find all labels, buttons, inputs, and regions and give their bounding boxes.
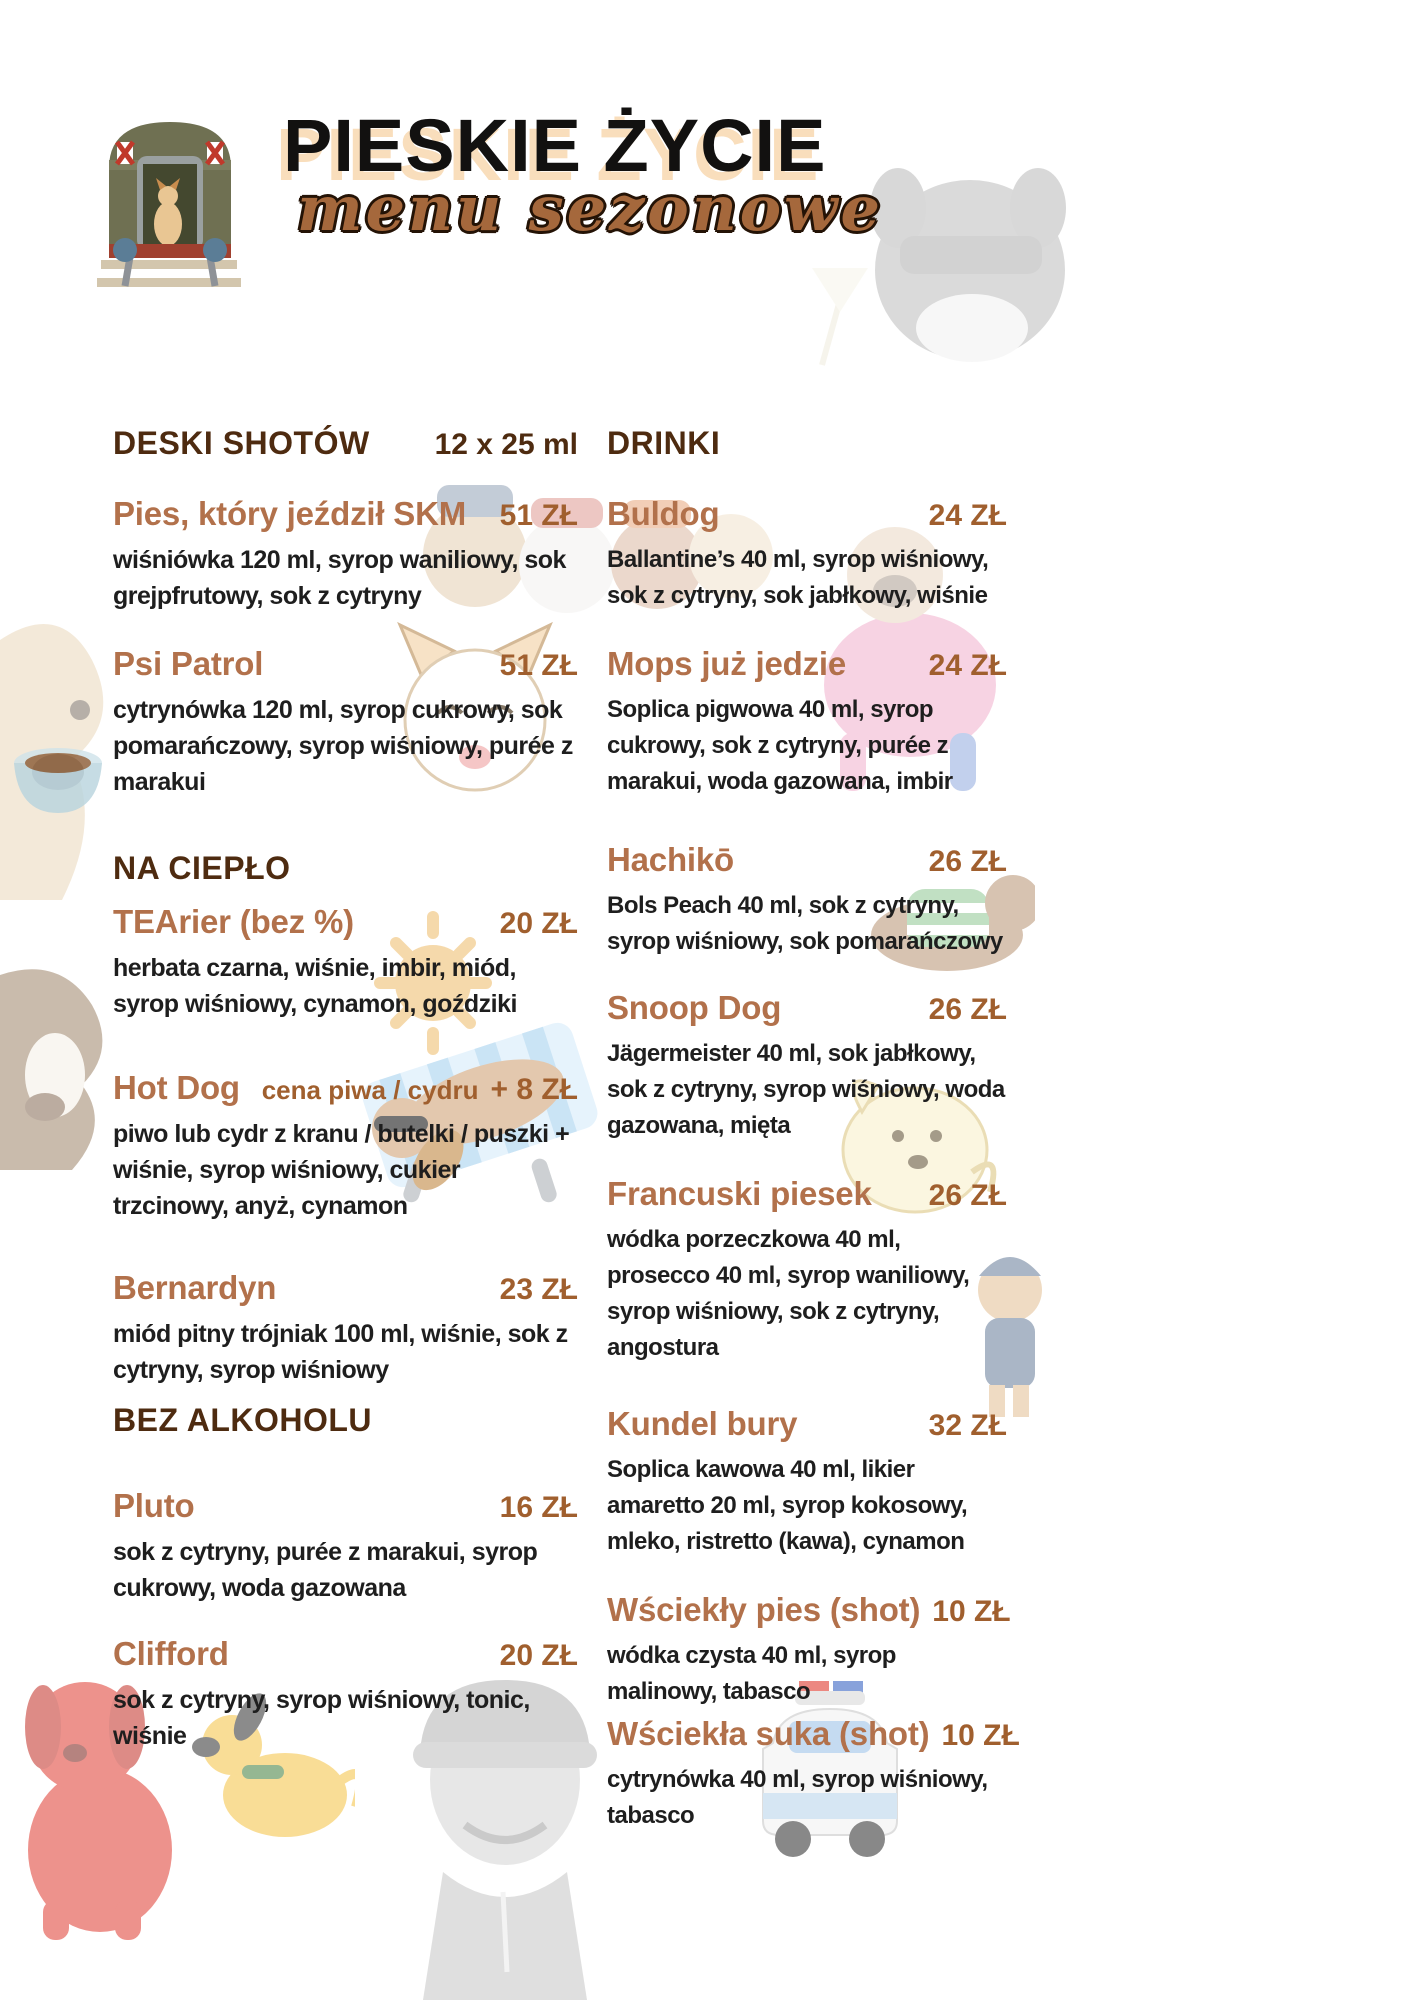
item-name: Buldog <box>607 495 720 532</box>
item-name: Psi Patrol <box>113 645 264 682</box>
item-description: Bols Peach 40 ml, sok z cytryny, syrop wiśniowy, sok pomarańczowy <box>607 892 1003 955</box>
item-price: 20 ZŁ <box>499 1639 578 1672</box>
item-price-note: cena piwa / cydru <box>261 1075 479 1105</box>
item-description: cytrynówka 120 ml, syrop cukrowy, sok pomarańczowy, syrop wiśniowy, purée z marakui <box>113 696 573 796</box>
item-name: Snoop Dog <box>607 989 782 1026</box>
section-volume-note: 12 x 25 ml <box>434 428 578 461</box>
page-subtitle: menu sezonowe <box>297 172 883 245</box>
menu-item-buldog <box>607 492 1007 614</box>
item-description: Soplica kawowa 40 ml, likier amaretto 20 ml, syrop kokosowy, mleko, ristretto (kawa), cynamon <box>607 1456 968 1555</box>
menu-item-pies-ktory-jezdzil-skm <box>113 492 578 614</box>
item-name: TEArier (bez %) <box>113 903 354 940</box>
menu-item-hot-dog <box>113 1066 578 1224</box>
menu-item-kundel-bury <box>607 1402 1007 1560</box>
item-description: herbata czarna, wiśnie, imbir, miód, syrop wiśniowy, cynamon, goździki <box>113 954 517 1018</box>
item-description: wódka porzeczkowa 40 ml, prosecco 40 ml, syrop waniliowy, syrop wiśniowy, sok z cytryny, angostura <box>607 1226 970 1361</box>
item-name: Kundel bury <box>607 1405 798 1442</box>
item-description: wiśniówka 120 ml, syrop waniliowy, sok grejpfrutowy, sok z cytryny <box>113 546 566 610</box>
item-name: Wściekły pies (shot) <box>607 1591 921 1628</box>
item-name: Wściekła suka (shot) <box>607 1715 930 1752</box>
menu-item-pluto <box>113 1484 578 1606</box>
item-price: + 8 ZŁ <box>490 1073 578 1106</box>
item-description: Jägermeister 40 ml, sok jabłkowy, sok z cytryny, syrop wiśniowy, woda gazowana, mięta <box>607 1040 1005 1139</box>
item-price: 26 ZŁ <box>928 845 1007 878</box>
item-description: sok z cytryny, purée z marakui, syrop cukrowy, woda gazowana <box>113 1538 538 1602</box>
section-title: DESKI SHOTÓW <box>113 425 370 461</box>
train-wagon-dog-illustration <box>95 110 245 300</box>
item-price: 51 ZŁ <box>499 649 578 682</box>
menu-item-psi-patrol <box>113 642 578 800</box>
item-name: Bernardyn <box>113 1269 277 1306</box>
item-price: 51 ZŁ <box>499 499 578 532</box>
section-title: BEZ ALKOHOLU <box>113 1402 373 1438</box>
item-price: 16 ZŁ <box>499 1491 578 1524</box>
menu-item-wsciekla-suka-shot <box>607 1712 1020 1834</box>
item-name: Francuski piesek <box>607 1175 872 1212</box>
item-name: Clifford <box>113 1635 229 1672</box>
tea-cup-illustration <box>0 735 115 825</box>
item-price: 24 ZŁ <box>928 499 1007 532</box>
item-name: Pluto <box>113 1487 195 1524</box>
item-name: Hot Dog <box>113 1069 240 1106</box>
menu-item-mops-juz-jedzie <box>607 642 1007 800</box>
section-heading-drinki <box>607 425 1007 462</box>
item-price: 20 ZŁ <box>499 907 578 940</box>
item-description: Soplica pigwowa 40 ml, syrop cukrowy, sok z cytryny, purée z marakui, woda gazowana, imbir <box>607 696 953 795</box>
menu-item-tearier <box>113 900 578 1022</box>
item-description: miód pitny trójniak 100 ml, wiśnie, sok z cytryny, syrop wiśniowy <box>113 1320 568 1384</box>
item-description: cytrynówka 40 ml, syrop wiśniowy, tabasco <box>607 1766 988 1829</box>
menu-item-snoop-dog <box>607 986 1007 1144</box>
section-heading-na-cieplo <box>113 850 578 887</box>
item-description: wódka czysta 40 ml, syrop malinowy, tabasco <box>607 1642 896 1705</box>
section-title: NA CIEPŁO <box>113 850 291 886</box>
section-heading-bez-alkoholu <box>113 1402 578 1439</box>
menu-item-bernardyn <box>113 1266 578 1388</box>
section-heading-deski-shotow <box>113 425 578 462</box>
section-title: DRINKI <box>607 425 721 461</box>
page-title: PIESKIE ŻYCIE <box>283 104 827 187</box>
item-name: Mops już jedzie <box>607 645 847 682</box>
item-price: 23 ZŁ <box>499 1273 578 1306</box>
item-price: 10 ZŁ <box>941 1719 1020 1752</box>
item-price: 24 ZŁ <box>928 649 1007 682</box>
item-description: sok z cytryny, syrop wiśniowy, tonic, wiśnie <box>113 1686 530 1750</box>
item-price: 26 ZŁ <box>928 1179 1007 1212</box>
item-description: Ballantine’s 40 ml, syrop wiśniowy, sok z cytryny, sok jabłkowy, wiśnie <box>607 546 989 609</box>
item-price: 10 ZŁ <box>932 1595 1011 1628</box>
item-price: 26 ZŁ <box>928 993 1007 1026</box>
menu-item-clifford <box>113 1632 578 1754</box>
menu-item-francuski-piesek <box>607 1172 1007 1366</box>
item-name: Hachikō <box>607 841 734 878</box>
menu-item-wsciekly-pies-shot <box>607 1588 1011 1710</box>
item-description: piwo lub cydr z kranu / butelki / puszki + wiśnie, syrop wiśniowy, cukier trzcinowy, anyż, cynamon <box>113 1120 570 1220</box>
menu-item-hachiko <box>607 838 1007 960</box>
item-name: Pies, który jeździł SKM <box>113 495 467 532</box>
item-price: 32 ZŁ <box>928 1409 1007 1442</box>
